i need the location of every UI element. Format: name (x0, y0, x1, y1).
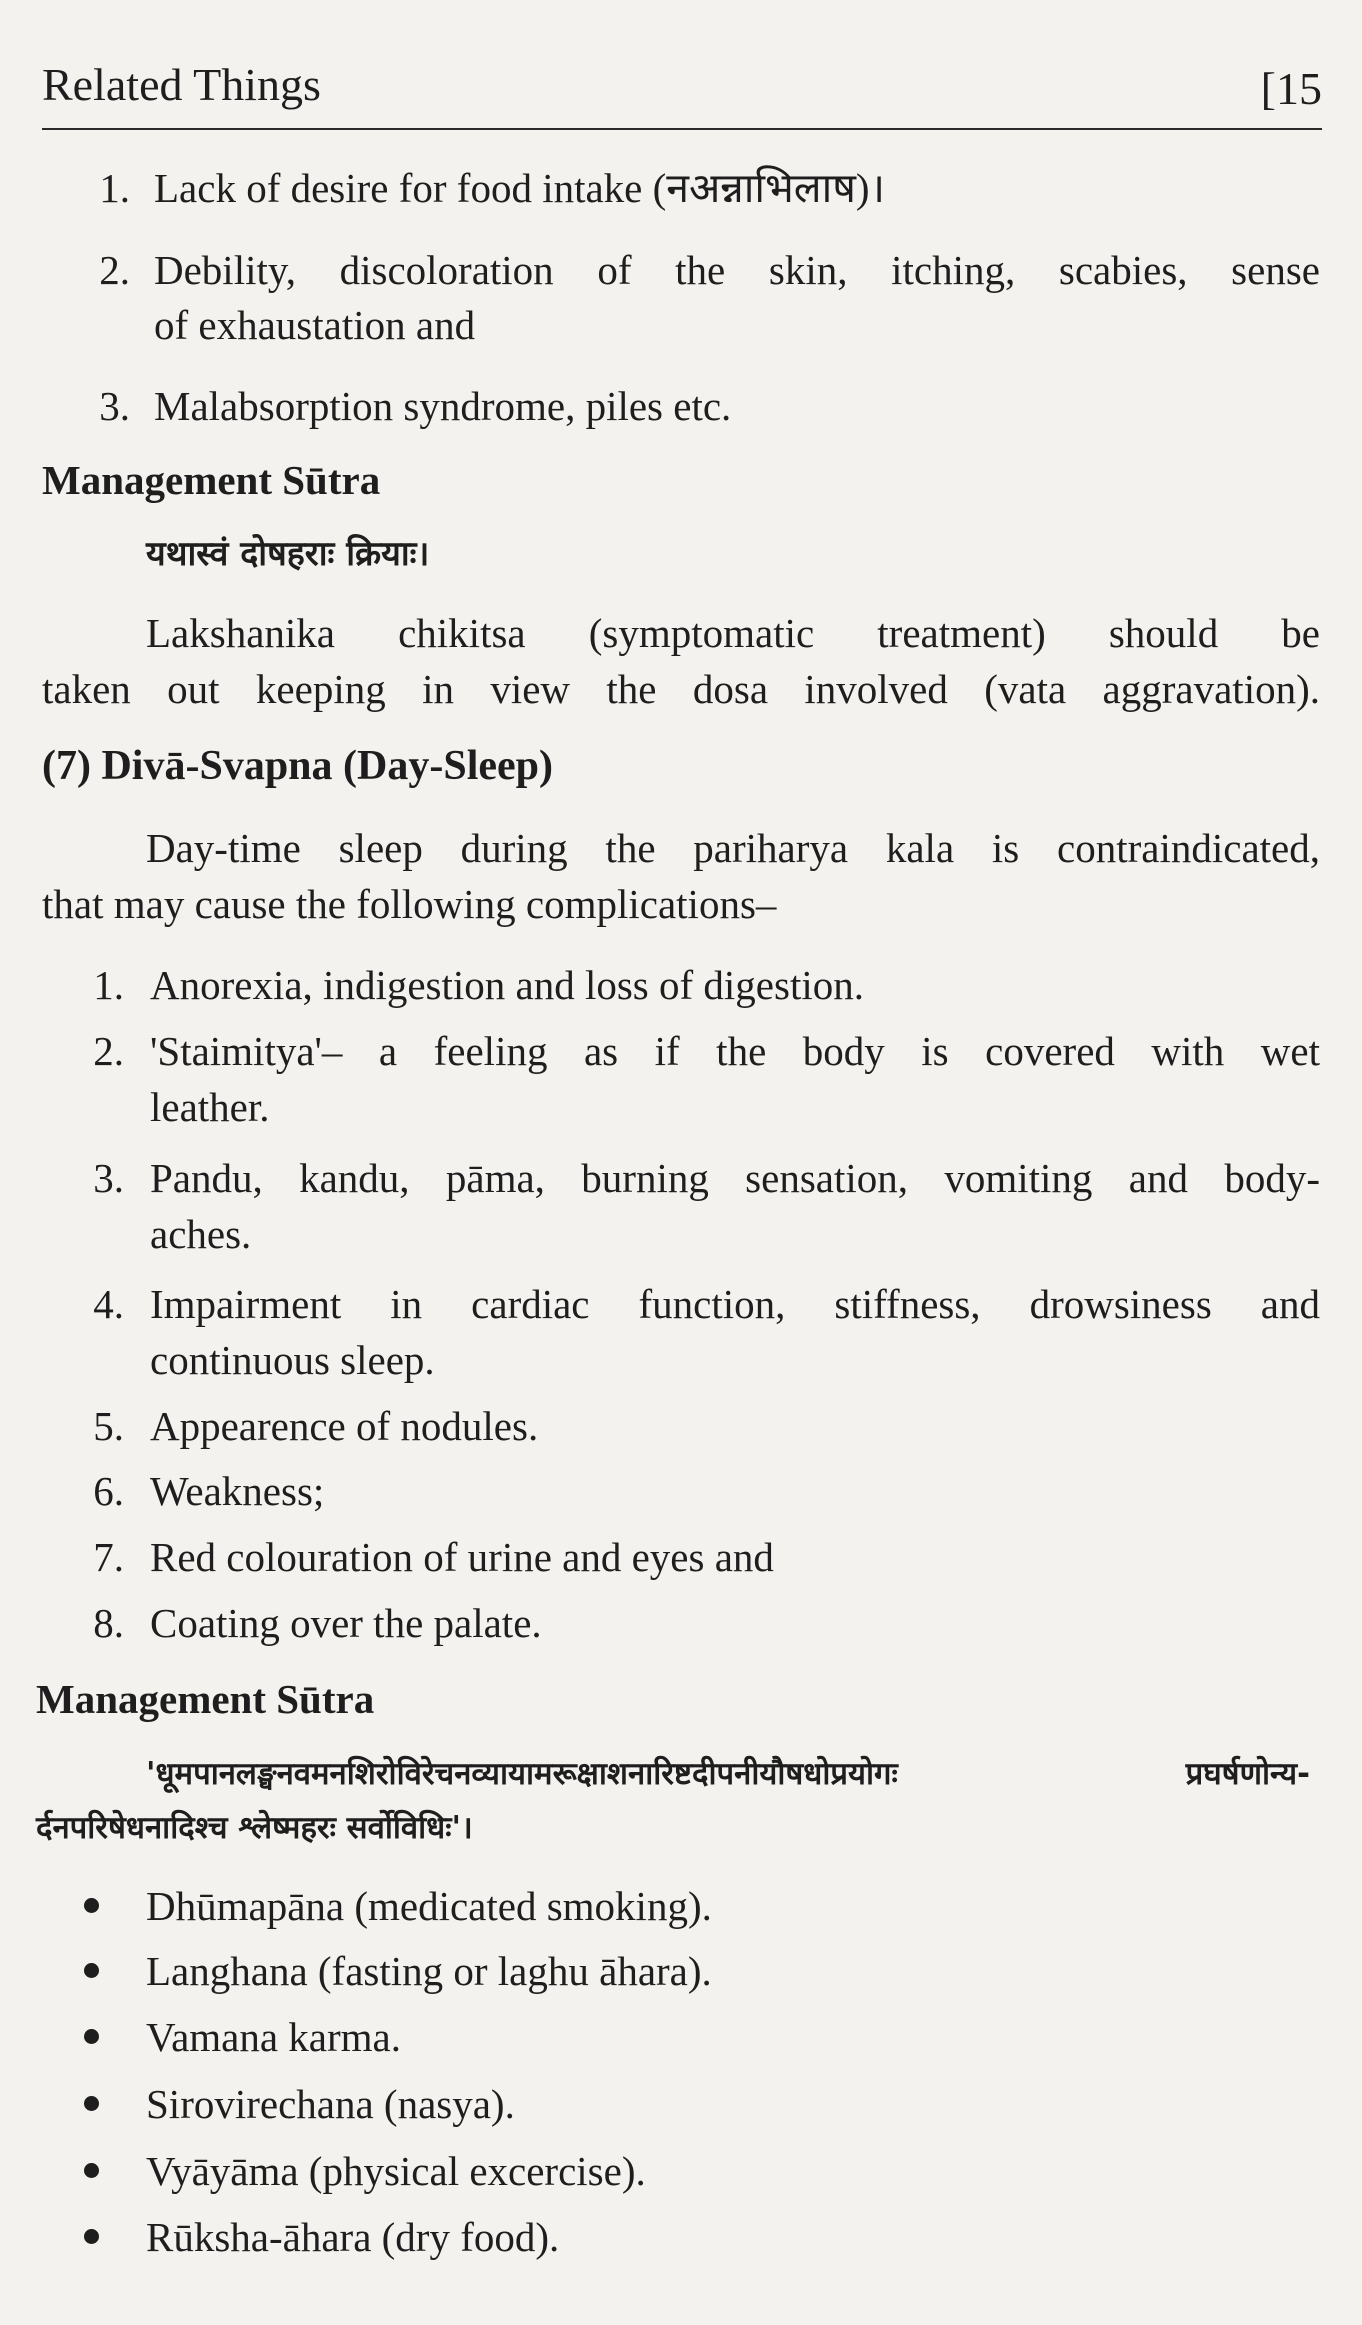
sanskrit-verse: यथास्वं दोषहराः क्रियाः। (146, 534, 430, 574)
section-heading: Management Sūtra (42, 457, 381, 503)
paragraph-line: that may cause the following complications– (42, 881, 777, 927)
bullet-item: Dhūmapāna (medicated smoking). (146, 1883, 712, 1929)
list-item-number: 3. (93, 1155, 124, 1201)
bullet-dot (84, 2029, 99, 2044)
sanskrit-verse: 'धूमपानलङ्घनवमनशिरोविरेचनव्यायामरूक्षाशनारिष्टदीपनीयौषधोप्रयोगः प्रघर्षणोन्य- (146, 1756, 1310, 1792)
list-item-text: Red colouration of urine and eyes and (150, 1534, 774, 1580)
section-heading: Management Sūtra (36, 1676, 375, 1722)
list-item-text: Malabsorption syndrome, piles etc. (154, 383, 732, 429)
bullet-item: Vyāyāma (physical excercise). (146, 2148, 646, 2194)
list-item-text: Pandu, kandu, pāma, burning sensation, vomiting and body- (150, 1155, 1320, 1201)
bullet-item: Langhana (fasting or laghu āhara). (146, 1948, 712, 1994)
bullet-dot (84, 2096, 99, 2111)
list-item-text-cont: leather. (150, 1084, 270, 1130)
list-item-number: 4. (93, 1281, 124, 1327)
bullet-dot (84, 1898, 99, 1913)
list-item-text-cont: aches. (150, 1211, 252, 1257)
list-item-text: Weakness; (150, 1468, 325, 1514)
bullet-dot (84, 2163, 99, 2178)
list-item-number: 1. (99, 165, 130, 211)
list-item-text: Debility, discoloration of the skin, itching, scabies, sense (154, 247, 1320, 293)
list-item-number: 5. (93, 1403, 124, 1449)
paragraph-line: Day-time sleep during the pariharya kala is contraindicated, (146, 825, 1320, 871)
section-heading: (7) Divā-Svapna (Day-Sleep) (42, 743, 553, 789)
list-item-text: Impairment in cardiac function, stiffness, drowsiness and (150, 1281, 1320, 1327)
running-title: Related Things (42, 59, 321, 110)
list-item-number: 2. (93, 1028, 124, 1074)
list-item-number: 8. (93, 1600, 124, 1646)
list-item-number: 1. (93, 962, 124, 1008)
list-item-text: Coating over the palate. (150, 1600, 542, 1646)
bullet-item: Vamana karma. (146, 2014, 401, 2060)
running-header (42, 58, 1322, 130)
list-item-number: 7. (93, 1534, 124, 1580)
list-item-number: 2. (99, 247, 130, 293)
bullet-dot (84, 2229, 99, 2244)
paragraph-line: taken out keeping in view the dosa involved (vata aggravation). (42, 666, 1320, 712)
paragraph-line: Lakshanika chikitsa (symptomatic treatment) should be (146, 610, 1320, 656)
list-item-text-cont: continuous sleep. (150, 1337, 435, 1383)
list-item-number: 6. (93, 1468, 124, 1514)
list-item-text: Appearence of nodules. (150, 1403, 539, 1449)
list-item-text: Anorexia, indigestion and loss of digestion. (150, 962, 864, 1008)
sanskrit-verse-cont: र्दनपरिषेधनादिश्च श्लेष्महरः सर्वोविधिः'। (36, 1810, 473, 1846)
list-item-text-cont: of exhaustation and (154, 302, 476, 348)
bullet-item: Rūksha-āhara (dry food). (146, 2214, 560, 2260)
page-number: [15 (1260, 63, 1322, 114)
bullet-dot (84, 1963, 99, 1978)
list-item-text: Lack of desire for food intake (नअन्नाभिलाष)। (154, 165, 886, 211)
list-item-text: 'Staimitya'– a feeling as if the body is covered with wet (150, 1028, 1320, 1074)
bullet-item: Sirovirechana (nasya). (146, 2081, 515, 2127)
list-item-number: 3. (99, 383, 130, 429)
